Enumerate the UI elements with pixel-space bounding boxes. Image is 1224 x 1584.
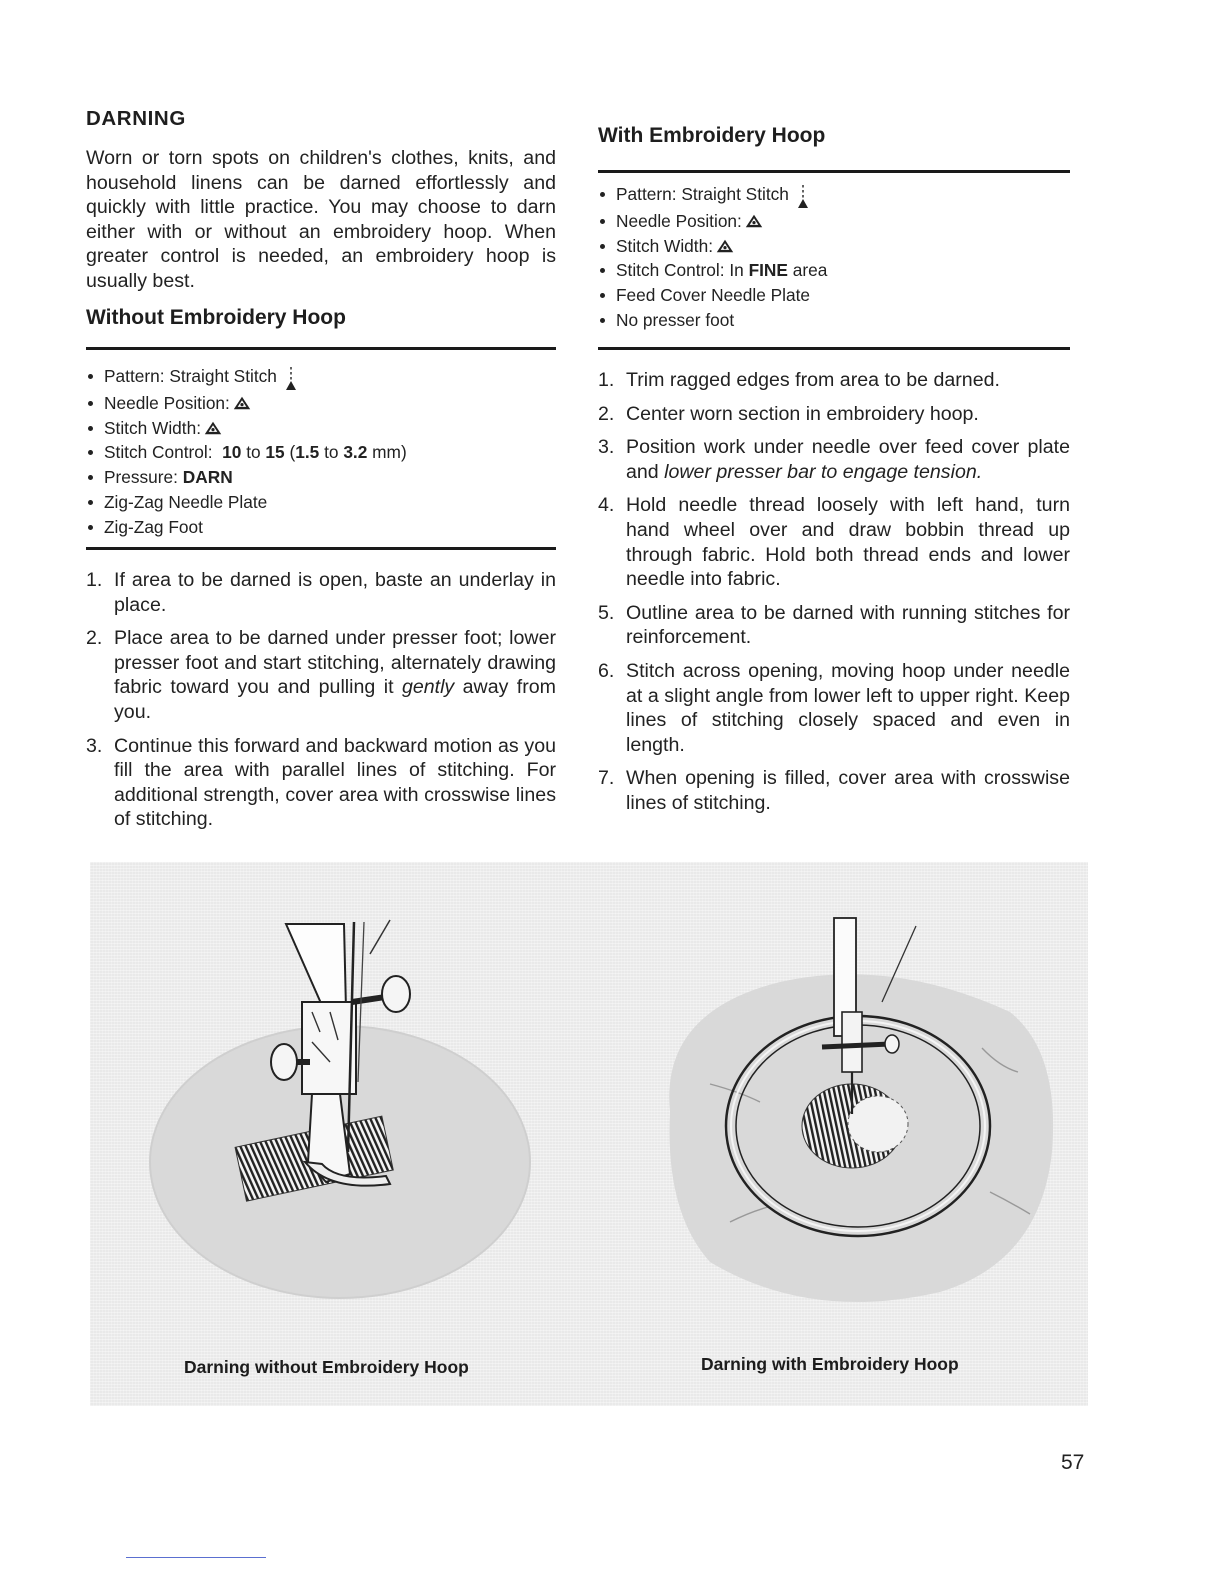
setting-needle-position: Needle Position: xyxy=(86,391,407,416)
step-3: 3. Position work under needle over feed cover plate and lower presser bar to engage tension. xyxy=(598,436,1070,483)
subsection-title-without-hoop: Without Embroidery Hoop xyxy=(86,306,346,329)
setting-foot: Zig-Zag Foot xyxy=(86,515,407,540)
setting-foot: No presser foot xyxy=(598,308,827,333)
divider xyxy=(598,347,1070,350)
footer-divider xyxy=(126,1557,266,1558)
section-title: DARNING xyxy=(86,107,186,130)
page-number: 57 xyxy=(1061,1451,1085,1474)
darning-without-hoop-illustration xyxy=(90,862,590,1406)
caption-without-hoop: Darning without Embroidery Hoop xyxy=(184,1357,469,1377)
setting-pattern: Pattern: Straight Stitch xyxy=(598,182,827,209)
setting-needle-plate: Zig-Zag Needle Plate xyxy=(86,490,407,515)
straight-stitch-icon xyxy=(797,185,809,209)
steps-without-hoop xyxy=(86,568,556,832)
setting-pressure: Pressure: DARN xyxy=(86,465,407,490)
setting-needle-plate: Feed Cover Needle Plate xyxy=(598,283,827,308)
step-2: 2. Center worn section in embroidery hoop. xyxy=(598,402,979,425)
setting-stitch-control: Stitch Control: 10 to 15 (1.5 to 3.2 mm) xyxy=(86,440,407,465)
step-1: 1. Trim ragged edges from area to be darned. xyxy=(598,369,1000,391)
setting-stitch-width: Stitch Width: xyxy=(598,234,827,259)
step-4: 4. Hold needle thread loosely with left hand, turn hand wheel over and draw bobbin thread up through fabric. Hold both thread ends and lower needle into fabric. xyxy=(598,494,1070,591)
setting-stitch-control: Stitch Control: In FINE area xyxy=(598,258,827,283)
step-2: 2. Place area to be darned under presser foot; lower presser foot and start stitching, alternately drawing fabric toward you and pulling it gently away from you. xyxy=(86,627,556,723)
subsection-title-with-hoop: With Embroidery Hoop xyxy=(598,124,826,147)
settings-list-with-hoop xyxy=(598,182,827,333)
illustration-panel xyxy=(90,862,1088,1406)
divider xyxy=(598,170,1070,173)
stitch-width-icon xyxy=(204,421,222,435)
needle-position-icon xyxy=(233,396,251,410)
settings-list-without-hoop xyxy=(86,364,407,539)
stitch-width-icon xyxy=(716,239,734,253)
setting-stitch-width: Stitch Width: xyxy=(86,416,407,441)
step-7: 7. When opening is filled, cover area with crosswise lines of stitching. xyxy=(598,767,1070,814)
setting-pattern: Pattern: Straight Stitch xyxy=(86,364,407,391)
divider xyxy=(86,347,556,350)
needle-position-icon xyxy=(745,214,763,228)
straight-stitch-icon xyxy=(285,367,297,391)
darning-with-hoop-illustration xyxy=(590,862,1088,1406)
setting-needle-position: Needle Position: xyxy=(598,209,827,234)
caption-with-hoop: Darning with Embroidery Hoop xyxy=(701,1354,959,1374)
divider xyxy=(86,547,556,550)
step-6: 6. Stitch across opening, moving hoop under needle at a slight angle from lower left to upper right. Keep lines of stitching closely spaced and even in length. xyxy=(598,659,1070,756)
step-5: 5. Outline area to be darned with running stitches for reinforcement. xyxy=(598,601,1070,649)
step-3: 3. Continue this forward and backward motion as you fill the area with parallel lines of stitching. For additional strength, cover area with crosswise lines of stitching. xyxy=(86,734,556,831)
intro-paragraph: Worn or torn spots on children's clothes, knits, and household linens can be darned effortlessly and quickly with little practice. You may choose to darn either with or without an embroidery hoop. When greater control is needed, an embroidery hoop is usually best. xyxy=(86,147,556,292)
step-1: 1. If area to be darned is open, baste an underlay in place. xyxy=(86,569,556,616)
steps-with-hoop xyxy=(598,368,1070,816)
